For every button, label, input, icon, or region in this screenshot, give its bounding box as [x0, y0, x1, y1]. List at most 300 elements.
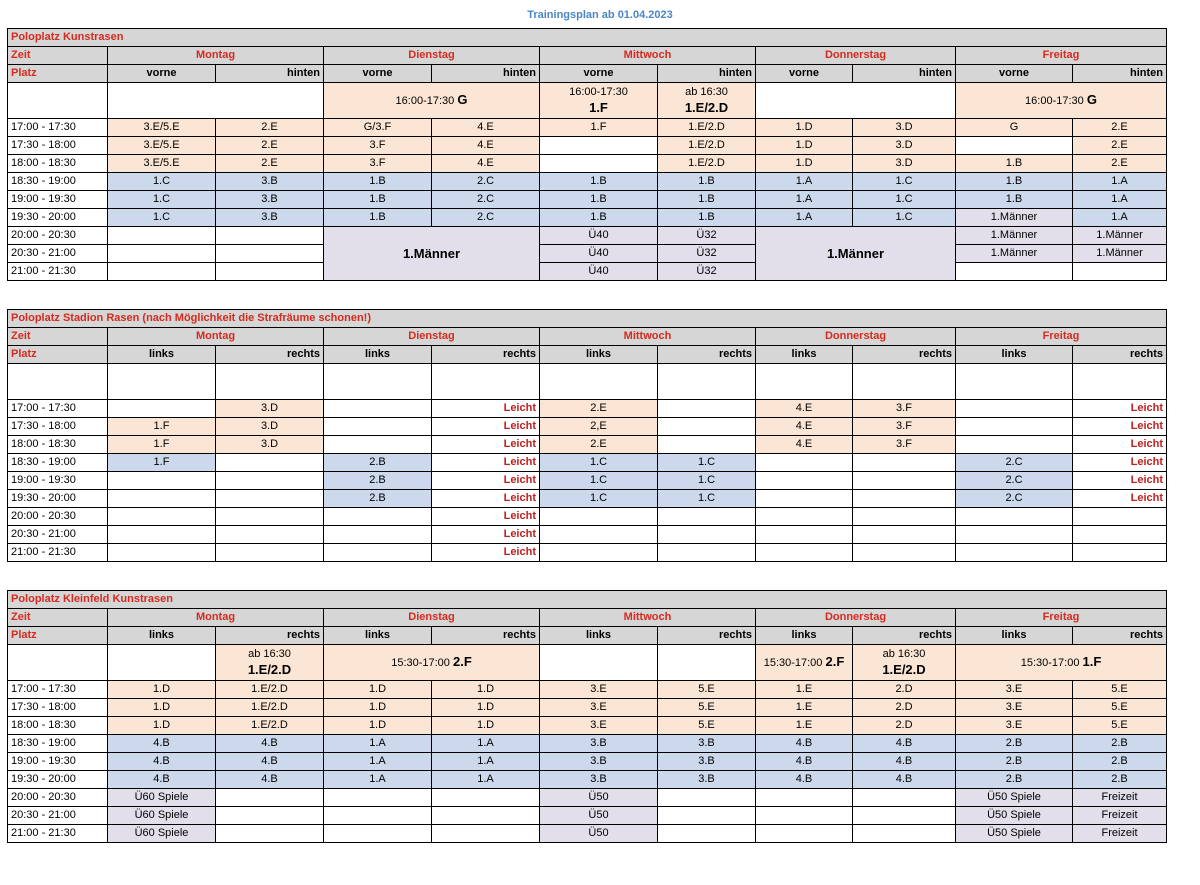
day-header-row [8, 328, 1167, 346]
empty-cell [756, 508, 853, 526]
empty-cell [756, 789, 853, 807]
empty-cell [1073, 526, 1167, 544]
empty-cell [658, 418, 756, 436]
table-cell: Leicht [432, 508, 540, 526]
table-cell: Leicht [432, 400, 540, 418]
table-cell: 1.A [756, 191, 853, 209]
empty-cell [108, 263, 216, 281]
table-cell: 3.B [216, 191, 324, 209]
table-cell: 1.B [658, 191, 756, 209]
table-cell: 4.B [108, 735, 216, 753]
time-slot: 18:00 - 18:30 [8, 717, 108, 735]
sub-header-left: vorne [540, 65, 658, 83]
schedule-table-stadion [7, 309, 1167, 562]
sub-header-left: links [324, 627, 432, 645]
empty-cell [216, 263, 324, 281]
annotation-row [8, 364, 1167, 400]
table-cell: 3.E [956, 699, 1073, 717]
table-cell: 1.Männer [956, 245, 1073, 263]
table-cell: 4.B [216, 753, 324, 771]
table-cell: 4.E [756, 436, 853, 454]
sub-header-left: links [540, 627, 658, 645]
empty-cell [1073, 544, 1167, 562]
sub-header-left: vorne [108, 65, 216, 83]
table-cell: 1.E/2.D [658, 119, 756, 137]
block-cell: 1.Männer [756, 227, 956, 281]
table-cell: 1.C [853, 191, 956, 209]
empty-cell [324, 400, 432, 418]
table-cell: 1.C [108, 209, 216, 227]
table-row [8, 191, 1167, 209]
table-cell: 4.B [108, 753, 216, 771]
sub-header-left: vorne [756, 65, 853, 83]
annotation-cell: ab 16:30 1.E/2.D [853, 645, 956, 681]
empty-cell [216, 454, 324, 472]
table-row [8, 472, 1167, 490]
table-cell: 1.E/2.D [216, 717, 324, 735]
table-cell: 2.B [324, 454, 432, 472]
table-cell: 3.B [658, 771, 756, 789]
table-cell: 2.D [853, 699, 956, 717]
table-cell: 2.E [1073, 119, 1167, 137]
table-cell: Leicht [1073, 454, 1167, 472]
table-cell: Leicht [1073, 436, 1167, 454]
table-row [8, 263, 1167, 281]
table-cell: 2.C [956, 472, 1073, 490]
table-cell: 4.B [756, 771, 853, 789]
table-cell: 1.D [108, 699, 216, 717]
section-title: Poloplatz Kleinfeld Kunstrasen [8, 591, 1167, 609]
table-cell: 1.D [756, 137, 853, 155]
table-cell: 3.E [540, 681, 658, 699]
sub-header-left: vorne [956, 65, 1073, 83]
time-slot: 19:30 - 20:00 [8, 771, 108, 789]
table-cell: 5.E [658, 681, 756, 699]
table-cell: 4.B [853, 771, 956, 789]
table-cell: Ü50 Spiele [956, 789, 1073, 807]
table-cell: 3.D [853, 119, 956, 137]
day-header: Dienstag [324, 609, 540, 627]
sub-header-left: links [108, 627, 216, 645]
table-row [8, 155, 1167, 173]
sub-header-right: rechts [853, 346, 956, 364]
table-cell: 1.E [756, 681, 853, 699]
empty-cell [432, 807, 540, 825]
sub-header-row [8, 65, 1167, 83]
table-cell: 4.E [756, 418, 853, 436]
table-cell: Leicht [1073, 418, 1167, 436]
table-cell: 4.B [216, 771, 324, 789]
table-row [8, 807, 1167, 825]
empty-cell [756, 490, 853, 508]
table-cell: 3.D [216, 436, 324, 454]
table-cell: 2.E [216, 155, 324, 173]
table-cell: 1.Männer [956, 209, 1073, 227]
table-cell: 4.B [108, 771, 216, 789]
annotation-cell: 16:00-17:30 G [956, 83, 1167, 119]
table-cell: 1.E/2.D [658, 155, 756, 173]
table-cell: G [956, 119, 1073, 137]
empty-cell [108, 526, 216, 544]
table-cell: 3.B [658, 735, 756, 753]
empty-cell [324, 436, 432, 454]
table-row [8, 436, 1167, 454]
empty-cell [108, 400, 216, 418]
annotation-row [8, 645, 1167, 681]
table-row [8, 490, 1167, 508]
sub-header-left: links [956, 627, 1073, 645]
empty-cell [432, 825, 540, 843]
table-cell: 4.E [432, 155, 540, 173]
table-row [8, 137, 1167, 155]
day-header: Mittwoch [540, 609, 756, 627]
table-cell: 3.F [324, 155, 432, 173]
zeit-label: Zeit [8, 47, 108, 65]
day-header: Donnerstag [756, 609, 956, 627]
annotation-cell: ab 16:30 1.E/2.D [216, 645, 324, 681]
table-cell: Ü50 [540, 825, 658, 843]
table-cell: 1.B [540, 191, 658, 209]
table-row [8, 717, 1167, 735]
table-cell: 1.D [432, 717, 540, 735]
table-cell: 1.F [108, 436, 216, 454]
table-cell: 2.E [216, 119, 324, 137]
empty-cell [108, 245, 216, 263]
table-cell: 2.D [853, 681, 956, 699]
annotation-cell: 15:30-17:00 2.F [324, 645, 540, 681]
table-row [8, 681, 1167, 699]
empty-cell [756, 807, 853, 825]
table-cell: Ü50 Spiele [956, 807, 1073, 825]
table-cell: 1.Männer [1073, 227, 1167, 245]
sub-header-right: rechts [658, 627, 756, 645]
table-cell: Ü50 Spiele [956, 825, 1073, 843]
platz-label: Platz [8, 346, 108, 364]
empty-cell [853, 472, 956, 490]
empty-cell [956, 263, 1073, 281]
table-cell: 1.A [324, 771, 432, 789]
table-cell: 2.C [432, 173, 540, 191]
empty-cell [1073, 263, 1167, 281]
table-cell: 1.D [108, 717, 216, 735]
table-cell: Freizeit [1073, 807, 1167, 825]
empty-cell [216, 227, 324, 245]
table-cell: 3.D [216, 400, 324, 418]
empty-cell [658, 789, 756, 807]
table-cell: Leicht [432, 490, 540, 508]
time-slot: 17:30 - 18:00 [8, 137, 108, 155]
sub-header-right: hinten [658, 65, 756, 83]
day-header-row [8, 609, 1167, 627]
empty-cell [540, 137, 658, 155]
empty-cell [853, 825, 956, 843]
annotation-cell: 16:00-17:30 G [324, 83, 540, 119]
day-header: Mittwoch [540, 328, 756, 346]
table-cell: 1.B [956, 191, 1073, 209]
empty-cell [956, 508, 1073, 526]
empty-cell [853, 508, 956, 526]
annotation-row [8, 83, 1167, 119]
time-slot: 17:00 - 17:30 [8, 119, 108, 137]
section-title: Poloplatz Kunstrasen [8, 29, 1167, 47]
table-cell: 5.E [658, 717, 756, 735]
table-row [8, 418, 1167, 436]
time-slot: 20:00 - 20:30 [8, 508, 108, 526]
table-cell: 1.D [324, 717, 432, 735]
time-slot: 21:00 - 21:30 [8, 825, 108, 843]
day-header: Donnerstag [756, 328, 956, 346]
table-cell: Leicht [432, 544, 540, 562]
table-cell: 1.A [1073, 209, 1167, 227]
table-cell: 4.E [756, 400, 853, 418]
empty-cell [756, 526, 853, 544]
empty-cell [956, 137, 1073, 155]
table-cell: 1.C [658, 472, 756, 490]
table-cell: 1.D [324, 699, 432, 717]
table-cell: 2.B [1073, 735, 1167, 753]
table-cell: 4.B [853, 735, 956, 753]
sub-header-right: rechts [1073, 627, 1167, 645]
sub-header-right: rechts [432, 346, 540, 364]
schedule-table-kunstrasen [7, 28, 1167, 281]
empty-cell [216, 526, 324, 544]
empty-cell [324, 807, 432, 825]
time-slot: 20:30 - 21:00 [8, 245, 108, 263]
table-row [8, 173, 1167, 191]
table-row [8, 753, 1167, 771]
table-cell: 2.B [1073, 771, 1167, 789]
day-header: Montag [108, 47, 324, 65]
empty-cell [658, 807, 756, 825]
table-cell: Freizeit [1073, 789, 1167, 807]
table-row [8, 227, 1167, 245]
time-slot: 20:30 - 21:00 [8, 526, 108, 544]
empty-cell [432, 789, 540, 807]
table-cell: 2.C [432, 209, 540, 227]
empty-cell [853, 490, 956, 508]
table-cell: 2.B [956, 753, 1073, 771]
table-cell: 1.Männer [1073, 245, 1167, 263]
time-slot: 19:00 - 19:30 [8, 191, 108, 209]
empty-cell [853, 526, 956, 544]
empty-cell [216, 245, 324, 263]
table-cell: Ü32 [658, 227, 756, 245]
empty-cell [216, 789, 324, 807]
table-row [8, 209, 1167, 227]
table-cell: 1.B [324, 173, 432, 191]
empty-cell [324, 526, 432, 544]
table-cell: 3.B [216, 173, 324, 191]
table-cell: 1.Männer [956, 227, 1073, 245]
table-cell: 1.B [540, 209, 658, 227]
table-cell: Ü40 [540, 263, 658, 281]
empty-cell [853, 454, 956, 472]
time-slot: 18:30 - 19:00 [8, 454, 108, 472]
empty-cell [216, 472, 324, 490]
table-cell: 2.B [956, 771, 1073, 789]
sub-header-right: rechts [216, 346, 324, 364]
table-cell: 2.C [956, 454, 1073, 472]
sub-header-left: links [756, 627, 853, 645]
table-cell: 3.F [853, 418, 956, 436]
table-cell: 2.B [1073, 753, 1167, 771]
table-cell: 3.F [853, 400, 956, 418]
table-cell: Leicht [432, 526, 540, 544]
table-cell: 3.E/5.E [108, 137, 216, 155]
table-cell: Leicht [432, 418, 540, 436]
table-cell: 1.C [540, 472, 658, 490]
empty-cell [216, 825, 324, 843]
time-slot: 17:00 - 17:30 [8, 681, 108, 699]
table-cell: 1.C [853, 209, 956, 227]
table-cell: 1.B [540, 173, 658, 191]
empty-cell [540, 544, 658, 562]
empty-cell [956, 544, 1073, 562]
empty-cell [853, 807, 956, 825]
empty-cell [324, 789, 432, 807]
empty-cell [853, 789, 956, 807]
table-cell: 2.C [432, 191, 540, 209]
table-cell: Leicht [1073, 472, 1167, 490]
table-cell: Ü50 [540, 807, 658, 825]
day-header: Freitag [956, 328, 1167, 346]
empty-cell [658, 526, 756, 544]
empty-cell [658, 436, 756, 454]
table-cell: 3.E/5.E [108, 119, 216, 137]
table-row [8, 789, 1167, 807]
table-cell: 1.D [756, 119, 853, 137]
empty-cell [956, 400, 1073, 418]
sub-header-left: links [756, 346, 853, 364]
table-cell: 1.A [432, 771, 540, 789]
page-title: Trainingsplan ab 01.04.2023 [527, 9, 673, 21]
table-row [8, 454, 1167, 472]
table-cell: 3.B [540, 735, 658, 753]
table-cell: 1.D [432, 681, 540, 699]
zeit-label: Zeit [8, 328, 108, 346]
time-slot: 21:00 - 21:30 [8, 263, 108, 281]
table-cell: 1.F [540, 119, 658, 137]
table-cell: 1.E/2.D [216, 681, 324, 699]
sub-header-right: rechts [216, 627, 324, 645]
table-cell: 3.F [324, 137, 432, 155]
table-row [8, 771, 1167, 789]
table-cell: 4.B [216, 735, 324, 753]
empty-cell [324, 508, 432, 526]
empty-cell [658, 508, 756, 526]
table-cell: 1.A [756, 209, 853, 227]
table-cell: 1.A [432, 753, 540, 771]
time-slot: 18:30 - 19:00 [8, 173, 108, 191]
day-header: Donnerstag [756, 47, 956, 65]
day-header: Dienstag [324, 328, 540, 346]
table-cell: 1.F [108, 454, 216, 472]
zeit-label: Zeit [8, 609, 108, 627]
table-cell: 1.A [1073, 191, 1167, 209]
sub-header-left: links [540, 346, 658, 364]
time-slot: 17:30 - 18:00 [8, 418, 108, 436]
empty-cell [853, 544, 956, 562]
table-cell: 1.C [108, 191, 216, 209]
day-header: Mittwoch [540, 47, 756, 65]
table-cell: 1.E/2.D [216, 699, 324, 717]
empty-cell [540, 508, 658, 526]
section-title: Poloplatz Stadion Rasen (nach Möglichkeit die Strafräume schonen!) [8, 310, 1167, 328]
annotation-cell: 16:00-17:30 1.F [540, 83, 658, 119]
table-cell: 3.D [216, 418, 324, 436]
table-cell: 1.A [324, 735, 432, 753]
sub-header-right: rechts [432, 627, 540, 645]
table-cell: 1.C [540, 490, 658, 508]
table-cell: 1.C [658, 454, 756, 472]
table-row [8, 544, 1167, 562]
sub-header-row [8, 627, 1167, 645]
sub-header-right: rechts [658, 346, 756, 364]
table-cell: Leicht [432, 454, 540, 472]
table-cell: 2.E [540, 436, 658, 454]
table-cell: 3.B [540, 771, 658, 789]
table-cell: 4.B [756, 753, 853, 771]
table-cell: Freizeit [1073, 825, 1167, 843]
sub-header-right: hinten [216, 65, 324, 83]
table-cell: 3.D [853, 155, 956, 173]
time-slot: 19:00 - 19:30 [8, 472, 108, 490]
table-cell: 5.E [658, 699, 756, 717]
table-cell: 1.A [1073, 173, 1167, 191]
annotation-cell: 15:30-17:00 2.F [756, 645, 853, 681]
annotation-cell: 15:30-17:00 1.F [956, 645, 1167, 681]
empty-cell [324, 544, 432, 562]
platz-label: Platz [8, 65, 108, 83]
day-header: Montag [108, 609, 324, 627]
table-cell: 3.E [540, 717, 658, 735]
table-cell: 1.B [324, 191, 432, 209]
table-cell: 3.F [853, 436, 956, 454]
empty-cell [540, 526, 658, 544]
table-row [8, 825, 1167, 843]
table-cell: 1.E/2.D [658, 137, 756, 155]
table-cell: 1.A [324, 753, 432, 771]
empty-cell [756, 472, 853, 490]
table-row [8, 508, 1167, 526]
sub-header-left: links [324, 346, 432, 364]
table-cell: 3.B [658, 753, 756, 771]
table-cell: Ü60 Spiele [108, 807, 216, 825]
time-slot: 20:00 - 20:30 [8, 227, 108, 245]
table-cell: 4.E [432, 119, 540, 137]
table-row [8, 735, 1167, 753]
time-slot: 19:30 - 20:00 [8, 490, 108, 508]
empty-cell [324, 418, 432, 436]
table-cell: 1.D [108, 681, 216, 699]
block-cell: 1.Männer [324, 227, 540, 281]
day-header-row [8, 47, 1167, 65]
platz-label: Platz [8, 627, 108, 645]
table-cell: Ü40 [540, 227, 658, 245]
empty-cell [756, 825, 853, 843]
sub-header-right: hinten [1073, 65, 1167, 83]
time-slot: 18:00 - 18:30 [8, 155, 108, 173]
sub-header-left: vorne [324, 65, 432, 83]
table-cell: 1.D [756, 155, 853, 173]
sub-header-left: links [956, 346, 1073, 364]
empty-cell [216, 807, 324, 825]
table-cell: Ü50 [540, 789, 658, 807]
sub-header-right: rechts [1073, 346, 1167, 364]
time-slot: 19:30 - 20:00 [8, 209, 108, 227]
table-cell: 3.D [853, 137, 956, 155]
sub-header-row [8, 346, 1167, 364]
